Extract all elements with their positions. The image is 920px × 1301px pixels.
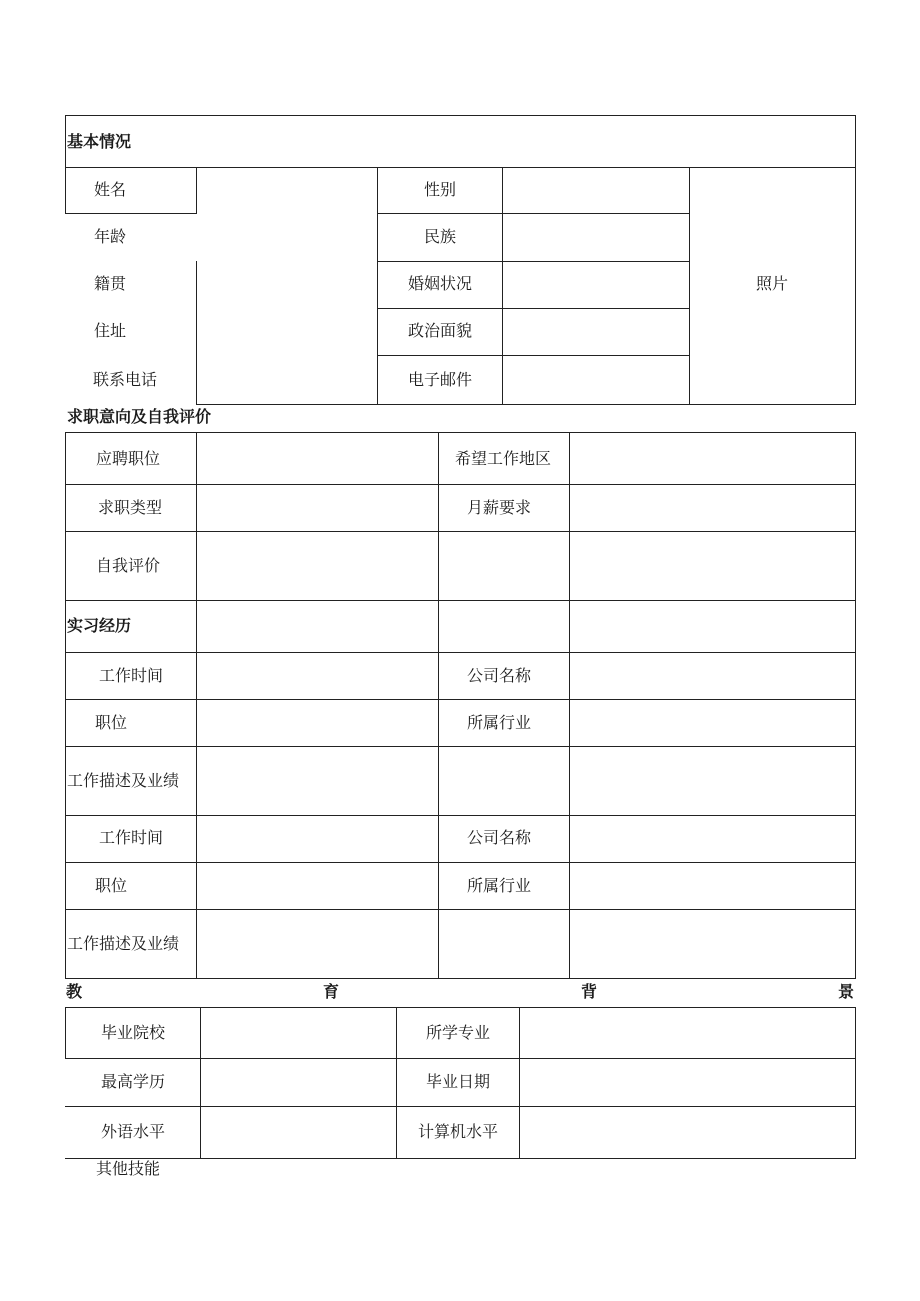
section-heading-internship: 实习经历 [67, 616, 132, 635]
email-label: 电子邮件 [407, 370, 473, 389]
language-label: 外语水平 [100, 1122, 166, 1141]
work-time-value-cell[interactable] [197, 653, 438, 699]
political-value-cell[interactable] [503, 309, 689, 355]
job-title-value-cell[interactable] [197, 700, 438, 746]
border-line [438, 432, 439, 979]
work-time-label: 工作时间 [98, 828, 164, 847]
border-line [65, 600, 856, 601]
work-desc-label: 工作描述及业绩 [67, 771, 180, 790]
section-heading-intention: 求职意向及自我评价 [67, 407, 212, 426]
school-label: 毕业院校 [100, 1023, 166, 1042]
education-heading-char: 教 [65, 982, 83, 1001]
name-label: 姓名 [93, 180, 127, 199]
ethnicity-value-cell[interactable] [503, 214, 689, 261]
position-label: 应聘职位 [95, 449, 161, 468]
work-time-label: 工作时间 [98, 666, 164, 685]
political-label: 政治面貌 [407, 321, 473, 340]
photo-placeholder: 照片 [755, 274, 789, 293]
email-value-cell[interactable] [503, 356, 689, 404]
job-type-value-cell[interactable] [197, 485, 438, 531]
job-title-label: 职位 [94, 713, 128, 732]
grad-date-label: 毕业日期 [425, 1072, 491, 1091]
border-line [396, 1007, 397, 1159]
salary-label: 月薪要求 [466, 498, 532, 517]
photo-cell[interactable] [690, 168, 855, 404]
region-label: 希望工作地区 [454, 449, 552, 468]
computer-value-cell[interactable] [520, 1107, 855, 1158]
border-line [197, 404, 856, 405]
language-value-cell[interactable] [201, 1107, 396, 1158]
grad-date-value-cell[interactable] [520, 1059, 855, 1106]
gender-value-cell[interactable] [503, 168, 689, 213]
school-value-cell[interactable] [201, 1008, 396, 1058]
industry-label: 所属行业 [466, 713, 532, 732]
company-value-cell[interactable] [570, 816, 855, 862]
industry-label: 所属行业 [466, 876, 532, 895]
job-title-label: 职位 [94, 876, 128, 895]
self-eval-value-cell[interactable] [197, 532, 438, 600]
border-line [65, 1007, 66, 1059]
company-label: 公司名称 [466, 666, 532, 685]
job-title-value-cell[interactable] [197, 863, 438, 909]
work-desc-label: 工作描述及业绩 [67, 934, 180, 953]
age-label: 年龄 [93, 227, 127, 246]
name-value-cell[interactable] [197, 168, 377, 404]
position-value-cell[interactable] [197, 433, 438, 484]
degree-label: 最高学历 [100, 1072, 166, 1091]
section-heading-basic: 基本情况 [67, 132, 132, 151]
degree-value-cell[interactable] [201, 1059, 396, 1106]
marital-value-cell[interactable] [503, 262, 689, 308]
border-line [65, 115, 856, 116]
border-line [65, 978, 856, 979]
computer-label: 计算机水平 [417, 1122, 499, 1141]
address-label: 住址 [93, 321, 127, 340]
company-value-cell[interactable] [570, 653, 855, 699]
gender-label: 性别 [423, 180, 457, 199]
work-desc-value-cell[interactable] [197, 747, 438, 815]
border-line [855, 1007, 856, 1159]
major-value-cell[interactable] [520, 1008, 855, 1058]
border-line [855, 115, 856, 405]
border-line [377, 167, 378, 405]
border-line [65, 115, 66, 214]
border-line [65, 1158, 856, 1159]
ethnicity-label: 民族 [423, 227, 457, 246]
salary-value-cell[interactable] [570, 485, 855, 531]
company-label: 公司名称 [466, 828, 532, 847]
border-line [65, 432, 66, 979]
marital-label: 婚姻状况 [407, 274, 473, 293]
border-line [65, 213, 197, 214]
industry-value-cell[interactable] [570, 700, 855, 746]
phone-label: 联系电话 [92, 370, 158, 389]
border-line [65, 746, 856, 747]
education-heading-char: 育 [322, 982, 340, 1001]
border-line [855, 432, 856, 979]
work-desc-value-cell[interactable] [197, 910, 438, 978]
education-heading-char: 背 [580, 982, 598, 1001]
major-label: 所学专业 [425, 1023, 491, 1042]
industry-value-cell[interactable] [570, 863, 855, 909]
work-time-value-cell[interactable] [197, 816, 438, 862]
job-type-label: 求职类型 [97, 498, 163, 517]
border-line [65, 531, 856, 532]
education-heading-char: 景 [837, 982, 855, 1001]
border-line [65, 909, 856, 910]
hometown-label: 籍贯 [93, 274, 127, 293]
other-skills-label: 其他技能 [96, 1159, 161, 1178]
region-value-cell[interactable] [570, 433, 855, 484]
self-eval-label: 自我评价 [95, 556, 161, 575]
